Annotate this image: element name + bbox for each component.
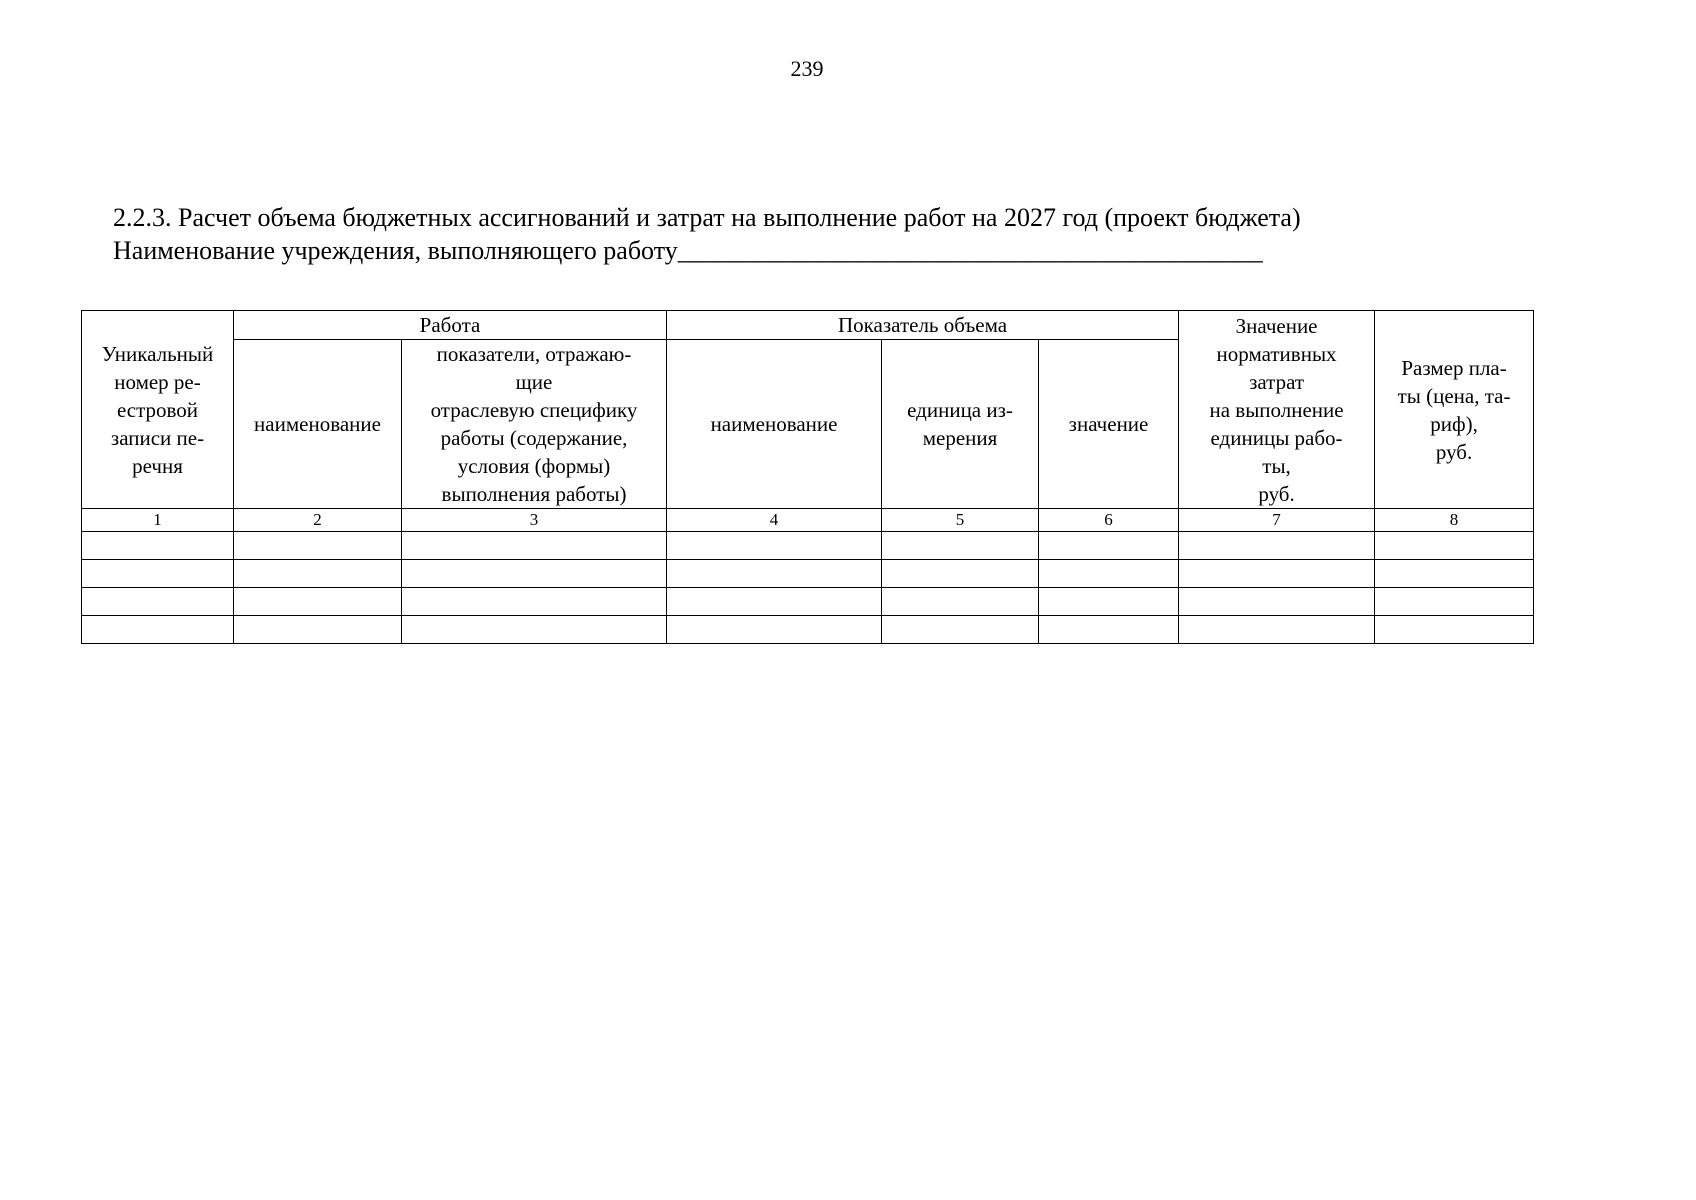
budget-calculation-table xyxy=(81,310,1534,644)
header-work-name: наименование xyxy=(234,340,402,509)
header-normative-cost: Значение нормативных затрат на выполнение единицы рабо- ты, руб. xyxy=(1179,311,1375,509)
table-cell xyxy=(882,616,1039,644)
table-cell xyxy=(82,532,234,560)
table-cell xyxy=(82,560,234,588)
column-number-row xyxy=(82,509,1534,532)
table-cell xyxy=(402,532,667,560)
table-cell xyxy=(82,588,234,616)
table-cell xyxy=(402,560,667,588)
table-cell xyxy=(1179,588,1375,616)
header-volume-unit: единица из- мерения xyxy=(882,340,1039,509)
table-row xyxy=(82,616,1534,644)
column-number: 6 xyxy=(1039,509,1179,532)
header-fee-amount: Размер пла- ты (цена, та- риф), руб. xyxy=(1375,311,1534,509)
column-number: 5 xyxy=(882,509,1039,532)
table-cell xyxy=(1375,560,1534,588)
table-cell xyxy=(402,588,667,616)
table-cell xyxy=(82,616,234,644)
table-cell xyxy=(882,560,1039,588)
section-title: 2.2.3. Расчет объема бюджетных ассигнований и затрат на выполнение работ на 2027 год (проект бюджета) xyxy=(113,203,1301,232)
table-cell xyxy=(667,560,882,588)
column-number: 2 xyxy=(234,509,402,532)
table-cell xyxy=(402,616,667,644)
table-cell xyxy=(234,532,402,560)
header-work-indicators: показатели, отражаю- щие отраслевую специфику работы (содержание, условия (формы) выполнения работы) xyxy=(402,340,667,509)
table-cell xyxy=(234,560,402,588)
table-cell xyxy=(1179,616,1375,644)
table-cell xyxy=(234,616,402,644)
header-registry-number: Уникальный номер ре- естровой записи пе- речня xyxy=(82,311,234,509)
table-cell xyxy=(1375,588,1534,616)
column-number: 1 xyxy=(82,509,234,532)
table-cell xyxy=(1375,616,1534,644)
table-cell xyxy=(667,588,882,616)
column-number: 3 xyxy=(402,509,667,532)
table-row xyxy=(82,560,1534,588)
page-number: 239 xyxy=(790,56,824,81)
table-cell xyxy=(1039,532,1179,560)
table-row xyxy=(82,588,1534,616)
section-heading xyxy=(113,201,1301,267)
table-cell xyxy=(1039,560,1179,588)
table-cell xyxy=(1039,616,1179,644)
column-number: 8 xyxy=(1375,509,1534,532)
table-cell xyxy=(882,588,1039,616)
table-cell xyxy=(882,532,1039,560)
header-group-work: Работа xyxy=(234,311,667,340)
header-volume-value: значение xyxy=(1039,340,1179,509)
header-volume-name: наименование xyxy=(667,340,882,509)
institution-name-line: Наименование учреждения, выполняющего работу_____________________________________________ xyxy=(113,236,1263,265)
header-group-volume: Показатель объема xyxy=(667,311,1179,340)
table-row xyxy=(82,532,1534,560)
table-cell xyxy=(667,532,882,560)
table-cell xyxy=(1375,532,1534,560)
table-cell xyxy=(234,588,402,616)
header-row-group xyxy=(82,311,1534,340)
table-cell xyxy=(667,616,882,644)
table-cell xyxy=(1179,560,1375,588)
column-number: 7 xyxy=(1179,509,1375,532)
table-cell xyxy=(1179,532,1375,560)
table-cell xyxy=(1039,588,1179,616)
column-number: 4 xyxy=(667,509,882,532)
